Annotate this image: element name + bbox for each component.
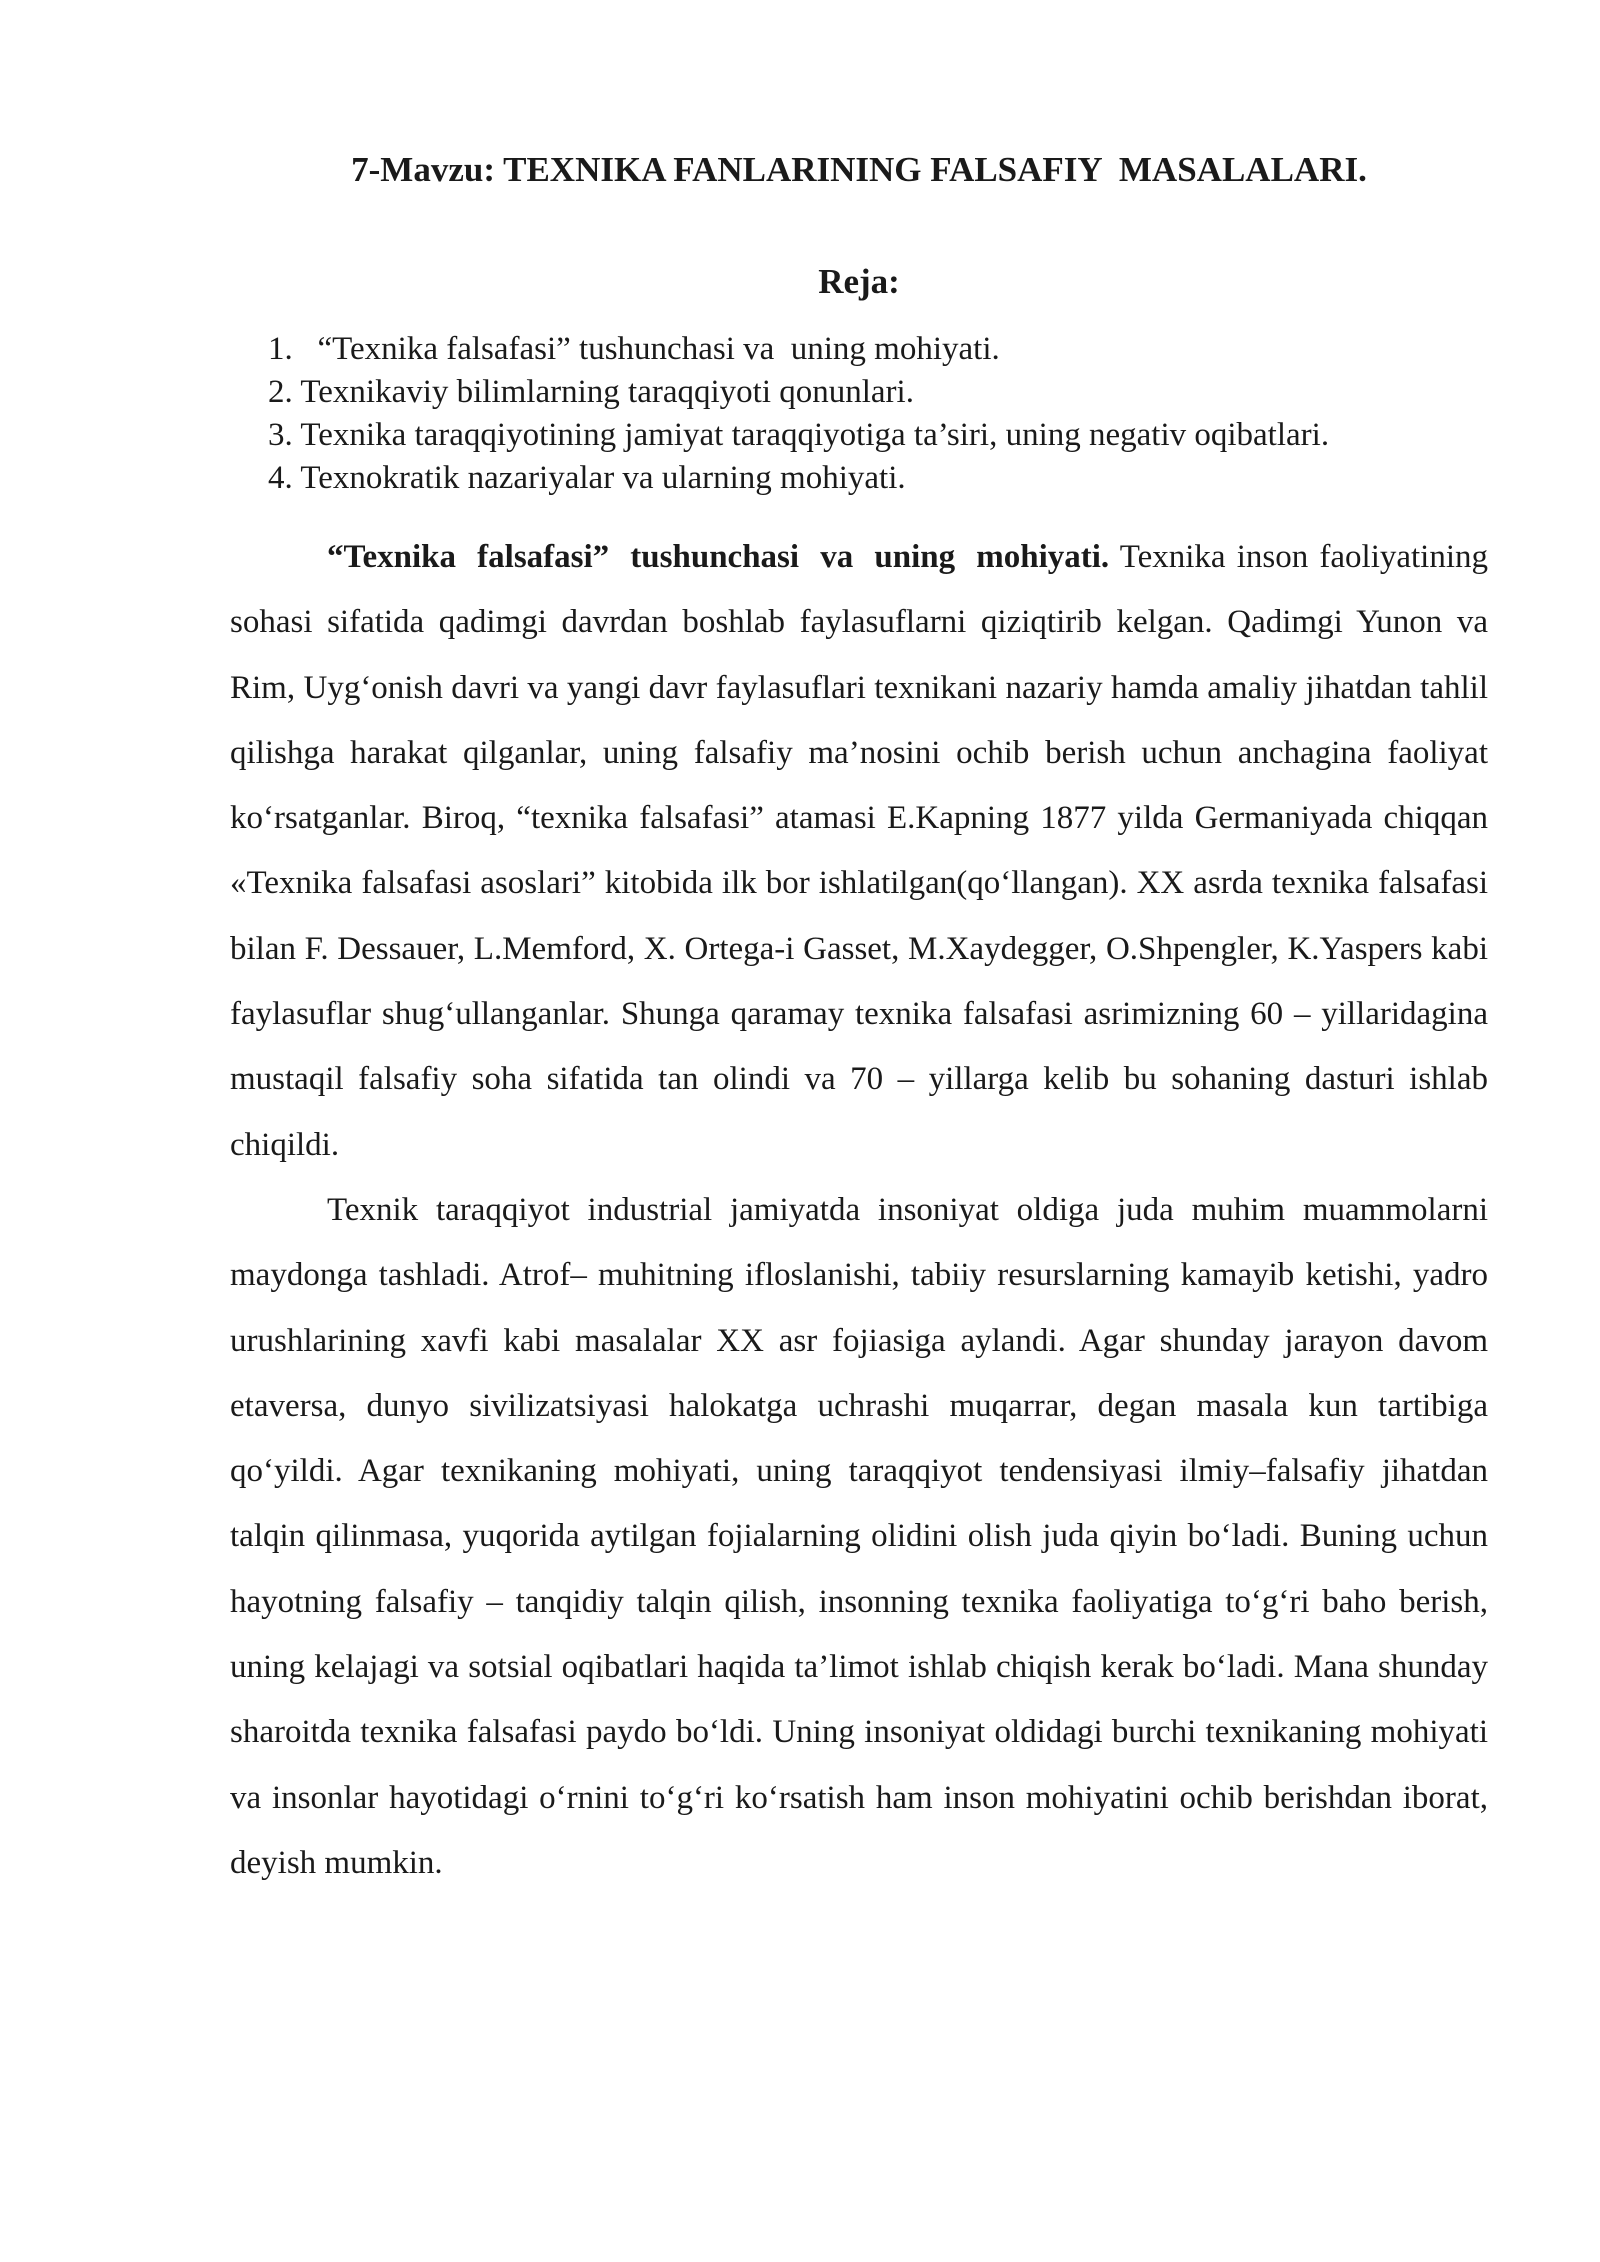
plan-item: 2. Texnikaviy bilimlarning taraqqiyoti qonunlari. [268,374,914,410]
plan-item: 1. “Texnika falsafasi” tushunchasi va uning mohiyati. [268,331,1000,367]
plan-item: 3. Texnika taraqqiyotining jamiyat taraqqiyotiga ta’siri, uning negativ oqibatlari. [268,417,1330,453]
body-text [230,525,1488,1896]
paragraph: Texnik taraqqiyot industrial jamiyatda insoniyat oldiga juda muhim muammolarni maydonga tashladi. Atrof– muhitning ifloslanishi, tabiiy resurslarning kamayib ketishi, yadro urushlarining xavfi kabi masalalar XX asr fojiasiga aylandi. Agar shunday jarayon davom etaversa, dunyo sivilizatsiyasi halokatga uchrashi muqarrar, degan masala kun tartibiga qo‘yildi. Agar texnikaning mohiyati, uning taraqqiyot tendensiyasi ilmiy–falsafiy jihatdan talqin qilinmasa, yuqorida aytilgan fojialarning olidini olish juda qiyin bo‘ladi. Buning uchun hayotning falsafiy – tanqidiy talqin qilish, insonning texnika faoliyatiga to‘g‘ri baho berish, uning kelajagi va sotsial oqibatlari haqida ta’limot ishlab chiqish kerak bo‘ladi. Mana shunday sharoitda texnika falsafasi paydo bo‘ldi. Uning insoniyat oldidagi burchi texnikaning mohiyati va insonlar hayotidagi o‘rnini to‘g‘ri ko‘rsatish ham inson mohiyatini ochib berishdan iborat, deyish mumkin. [230,1191,1488,1881]
plan-heading: Reja: [818,262,900,301]
plan-item: 4. Texnokratik nazariyalar va ularning mohiyati. [268,460,906,496]
paragraph [230,525,1488,1178]
plan-list [268,328,1329,500]
section-heading: “Texnika falsafasi” tushunchasi va uning mohiyati. [327,539,1110,575]
paragraph-text: Texnika inson faoliyatining sohasi sifatida qadimgi davrdan boshlab faylasuflarni qiziqtirib kelgan. Qadimgi Yunon va Rim, Uyg‘onish davri va yangi davr faylasuflari texnikani nazariy hamda amaliy jihatdan tahlil qilishga harakat qilganlar, uning falsafiy ma’nosini ochib berish uchun anchagina faoliyat ko‘rsatganlar. Biroq, “texnika falsafasi” atamasi E.Kapning 1877 yilda Germaniyada chiqqan «Texnika falsafasi asoslari” kitobida ilk bor ishlatilgan(qo‘llangan). XX asrda texnika falsafasi bilan F. Dessauer, L.Memford, X. Ortega-i Gasset, M.Xaydegger, O.Shpengler, K.Yaspers kabi faylasuflar shug‘ullanganlar. Shunga qaramay texnika falsafasi asrimizning 60 – yillaridagina mustaqil falsafiy soha sifatida tan olindi va 70 – yillarga kelib bu sohaning dasturi ishlab chiqildi. [230,539,1489,1163]
document-title: 7-Mavzu: TEXNIKA FANLARINING FALSAFIY MASALALARI. [351,150,1367,189]
